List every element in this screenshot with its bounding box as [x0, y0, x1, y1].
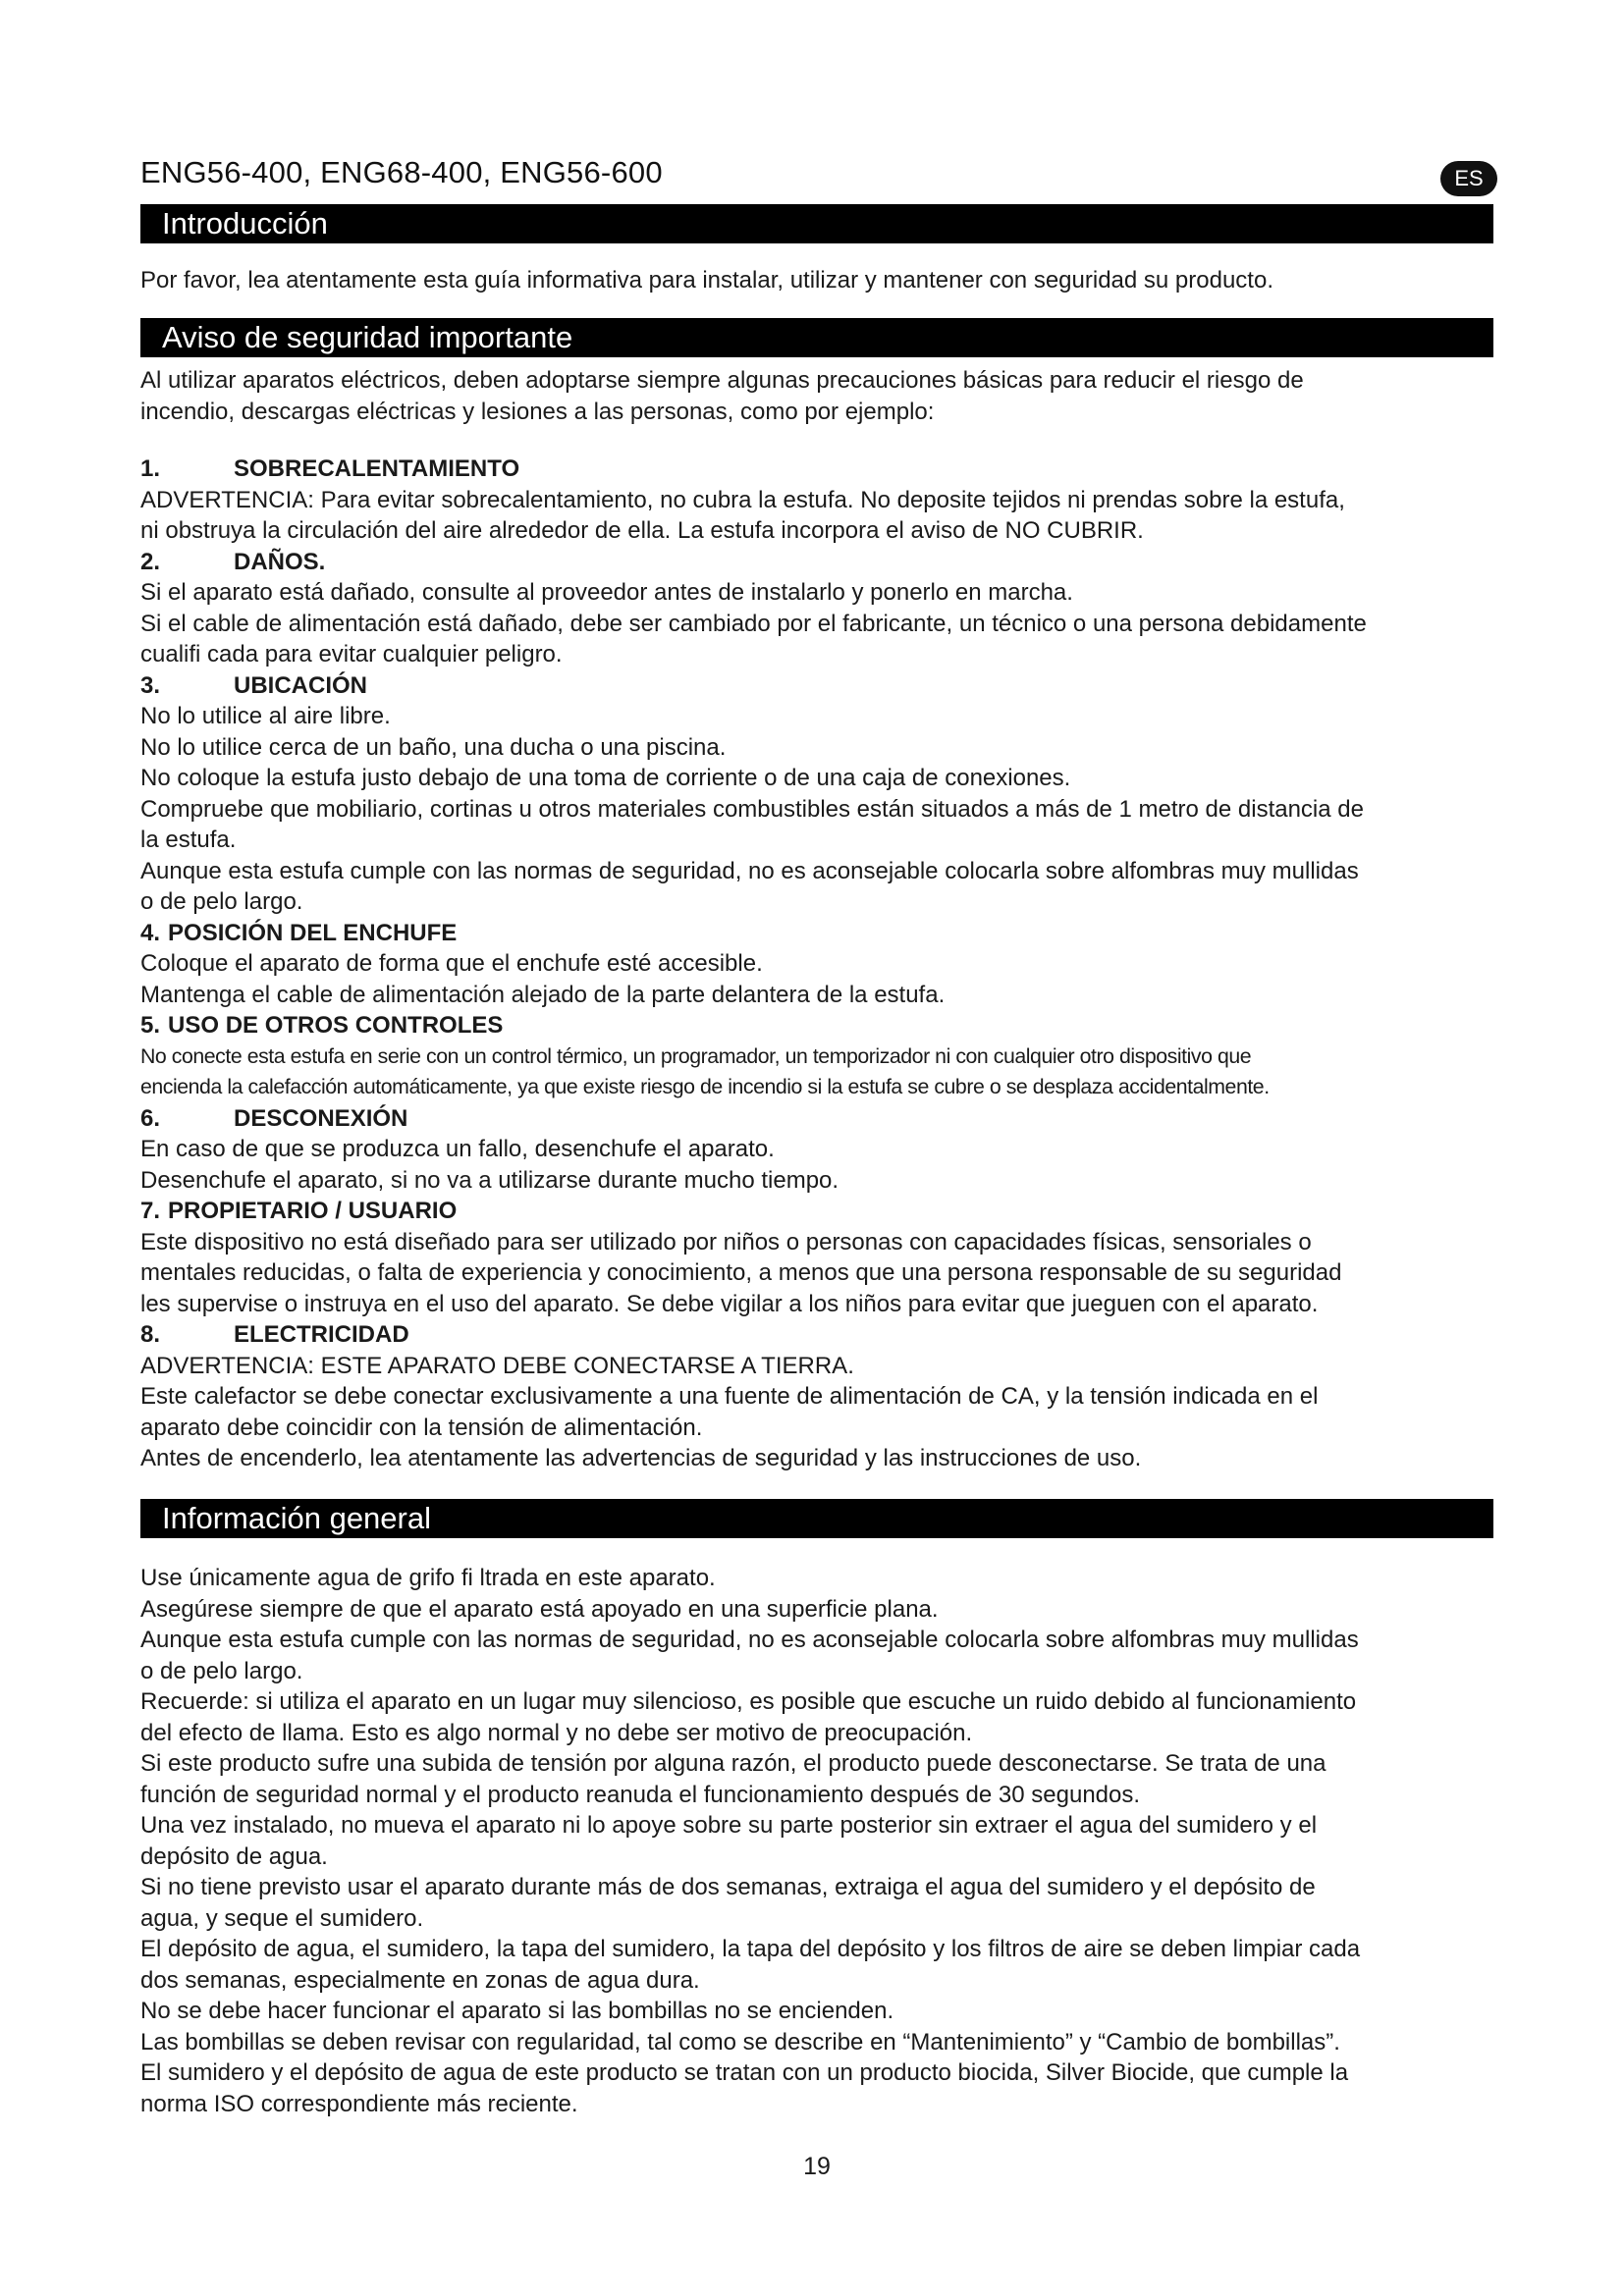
text-line: Asegúrese siempre de que el aparato está apoyado en una superficie plana.: [140, 1595, 939, 1623]
item-number: 2.: [140, 548, 161, 575]
text-line: cualifi cada para evitar cualquier peligro.: [140, 641, 563, 667]
text-line: Compruebe que mobiliario, cortinas u otros materiales combustibles están situados a más de 1 metro de distancia de: [140, 795, 1364, 823]
item-title: ELECTRICIDAD: [234, 1321, 409, 1348]
text-line: No se debe hacer funcionar el aparato si las bombillas no se encienden.: [140, 1998, 894, 2024]
language-badge: ES: [1440, 161, 1497, 196]
text-line: Si el aparato está dañado, consulte al proveedor antes de instalarlo y ponerlo en marcha.: [140, 579, 1073, 606]
text-line: aparato debe coincidir con la tensión de alimentación.: [140, 1414, 703, 1441]
item-heading: [140, 1103, 1493, 1135]
intro-text: [140, 265, 1493, 296]
text-line: incendio, descargas eléctricas y lesiones a las personas, como por ejemplo:: [140, 398, 935, 425]
text-line: Una vez instalado, no mueva el aparato ni lo apoye sobre su parte posterior sin extraer el agua del sumidero y el: [140, 1812, 1318, 1839]
text-line: Si este producto sufre una subida de tensión por alguna razón, el producto puede desconectarse. Se trata de una: [140, 1750, 1326, 1777]
text-line: Al utilizar aparatos eléctricos, deben adoptarse siempre algunas precauciones básicas para reducir el riesgo de: [140, 367, 1304, 394]
text-line: No coloque la estufa justo debajo de una toma de corriente o de una caja de conexiones.: [140, 765, 1071, 791]
text-line: Si no tiene previsto usar el aparato durante más de dos semanas, extraiga el agua del sumidero y el depósito de: [140, 1874, 1316, 1900]
text-line: función de seguridad normal y el producto reanuda el funcionamiento después de 30 segundos.: [140, 1781, 1141, 1808]
item-heading: [140, 918, 1493, 949]
safety-items: [140, 454, 1493, 1474]
text-line: norma ISO correspondiente más reciente.: [140, 2090, 578, 2117]
item-number: 1.: [140, 455, 161, 482]
text-line: Aunque esta estufa cumple con las normas de seguridad, no es aconsejable colocarla sobre alfombras muy mullidas: [140, 1627, 1359, 1653]
text-line: les supervise o instruya en el uso del aparato. Se debe vigilar a los niños para evitar que jueguen con el aparato.: [140, 1290, 1319, 1317]
text-line: Este dispositivo no está diseñado para ser utilizado por niños o personas con capacidades físicas, sensoriales o: [140, 1228, 1312, 1255]
text-line: El depósito de agua, el sumidero, la tapa del sumidero, la tapa del depósito y los filtros de aire se deben limpiar cada: [140, 1936, 1361, 1962]
text-line: Si el cable de alimentación está dañado, debe ser cambiado por el fabricante, un técnico o una persona debidamente: [140, 610, 1367, 637]
text-line: Mantenga el cable de alimentación alejado de la parte delantera de la estufa.: [140, 981, 946, 1008]
item-title: SOBRECALENTAMIENTO: [234, 455, 520, 482]
item-title: POSICIÓN DEL ENCHUFE: [168, 919, 458, 946]
text-line: Coloque el aparato de forma que el enchufe esté accesible.: [140, 950, 763, 977]
item-title: DAÑOS.: [234, 548, 326, 575]
item-heading: [140, 1196, 1493, 1227]
text-line: Recuerde: si utiliza el aparato en un lugar muy silencioso, es posible que escuche un ruido debido al funcionamiento: [140, 1688, 1357, 1715]
section-bar-general: Información general: [140, 1499, 1493, 1538]
item-title: PROPIETARIO / USUARIO: [168, 1198, 458, 1224]
item-heading: [140, 1010, 1493, 1041]
item-heading: [140, 1319, 1493, 1351]
section-bar-safety: Aviso de seguridad importante: [140, 318, 1493, 357]
text-line: Antes de encenderlo, lea atentamente las advertencias de seguridad y las instrucciones de uso.: [140, 1445, 1142, 1471]
item-number: 4.: [140, 919, 161, 946]
text-line: En caso de que se produzca un fallo, desenchufe el aparato.: [140, 1136, 775, 1162]
text-line: depósito de agua.: [140, 1842, 328, 1870]
text-line: Este calefactor se debe conectar exclusivamente a una fuente de alimentación de CA, y la tensión indicada en el: [140, 1383, 1319, 1410]
text-line: la estufa.: [140, 827, 237, 853]
item-number: 3.: [140, 671, 161, 699]
text-line: mentales reducidas, o falta de experiencia y conocimiento, a menos que una persona responsable de su seguridad: [140, 1259, 1342, 1286]
page-number: 19: [803, 2153, 831, 2180]
text-line: Use únicamente agua de grifo fi ltrada en este aparato.: [140, 1565, 716, 1591]
text-line: del efecto de llama. Esto es algo normal y no debe ser motivo de preocupación.: [140, 1719, 973, 1746]
item-heading: [140, 454, 1493, 485]
section-bar-intro: Introducción: [140, 204, 1493, 243]
text-line: Aunque esta estufa cumple con las normas de seguridad, no es aconsejable colocarla sobre alfombras muy mullidas: [140, 857, 1359, 884]
text-line: o de pelo largo.: [140, 888, 303, 915]
text-line: ni obstruya la circulación del aire alrededor de ella. La estufa incorpora el aviso de NO CUBRIR.: [140, 517, 1144, 544]
text-line: ADVERTENCIA: Para evitar sobrecalentamiento, no cubra la estufa. No deposite tejidos ni prendas sobre la estufa,: [140, 486, 1345, 513]
text-line: Desenchufe el aparato, si no va a utilizarse durante mucho tiempo.: [140, 1166, 839, 1194]
item-number: 6.: [140, 1104, 161, 1132]
text-line: dos semanas, especialmente en zonas de agua dura.: [140, 1966, 700, 1994]
intro-paragraph: Por favor, lea atentamente esta guía informativa para instalar, utilizar y mantener con seguridad su producto.: [140, 267, 1273, 294]
text-line: El sumidero y el depósito de agua de este producto se tratan con un producto biocida, Silver Biocide, que cumple la: [140, 2059, 1349, 2086]
item-title: UBICACIÓN: [234, 671, 367, 699]
item-number: 8.: [140, 1321, 161, 1348]
item-number: 5.: [140, 1012, 161, 1039]
item-title: USO DE OTROS CONTROLES: [168, 1012, 504, 1039]
item-title: DESCONEXIÓN: [234, 1104, 408, 1132]
text-line: o de pelo largo.: [140, 1657, 303, 1684]
text-line: No lo utilice cerca de un baño, una ducha o una piscina.: [140, 733, 727, 761]
text-line: encienda la calefacción automáticamente, ya que existe riesgo de incendio si la estufa se cubre o se desplaza accidentalmente.: [140, 1075, 1270, 1098]
text-line: agua, y seque el sumidero.: [140, 1904, 424, 1932]
item-heading: [140, 547, 1493, 578]
model-numbers: ENG56-400, ENG68-400, ENG56-600: [140, 155, 663, 189]
text-line: Las bombillas se deben revisar con regularidad, tal como se describe en “Mantenimiento” y “Cambio de bombillas”.: [140, 2028, 1340, 2056]
item-number: 7.: [140, 1198, 161, 1224]
text-line: No lo utilice al aire libre.: [140, 703, 391, 729]
text-line: ADVERTENCIA: ESTE APARATO DEBE CONECTARSE A TIERRA.: [140, 1352, 854, 1379]
safety-intro: [140, 365, 1493, 427]
item-heading: [140, 670, 1493, 702]
general-text: [140, 1563, 1493, 2119]
text-line: No conecte esta estufa en serie con un control térmico, un programador, un temporizador ni con cualquier otro dispositivo que: [140, 1043, 1252, 1068]
